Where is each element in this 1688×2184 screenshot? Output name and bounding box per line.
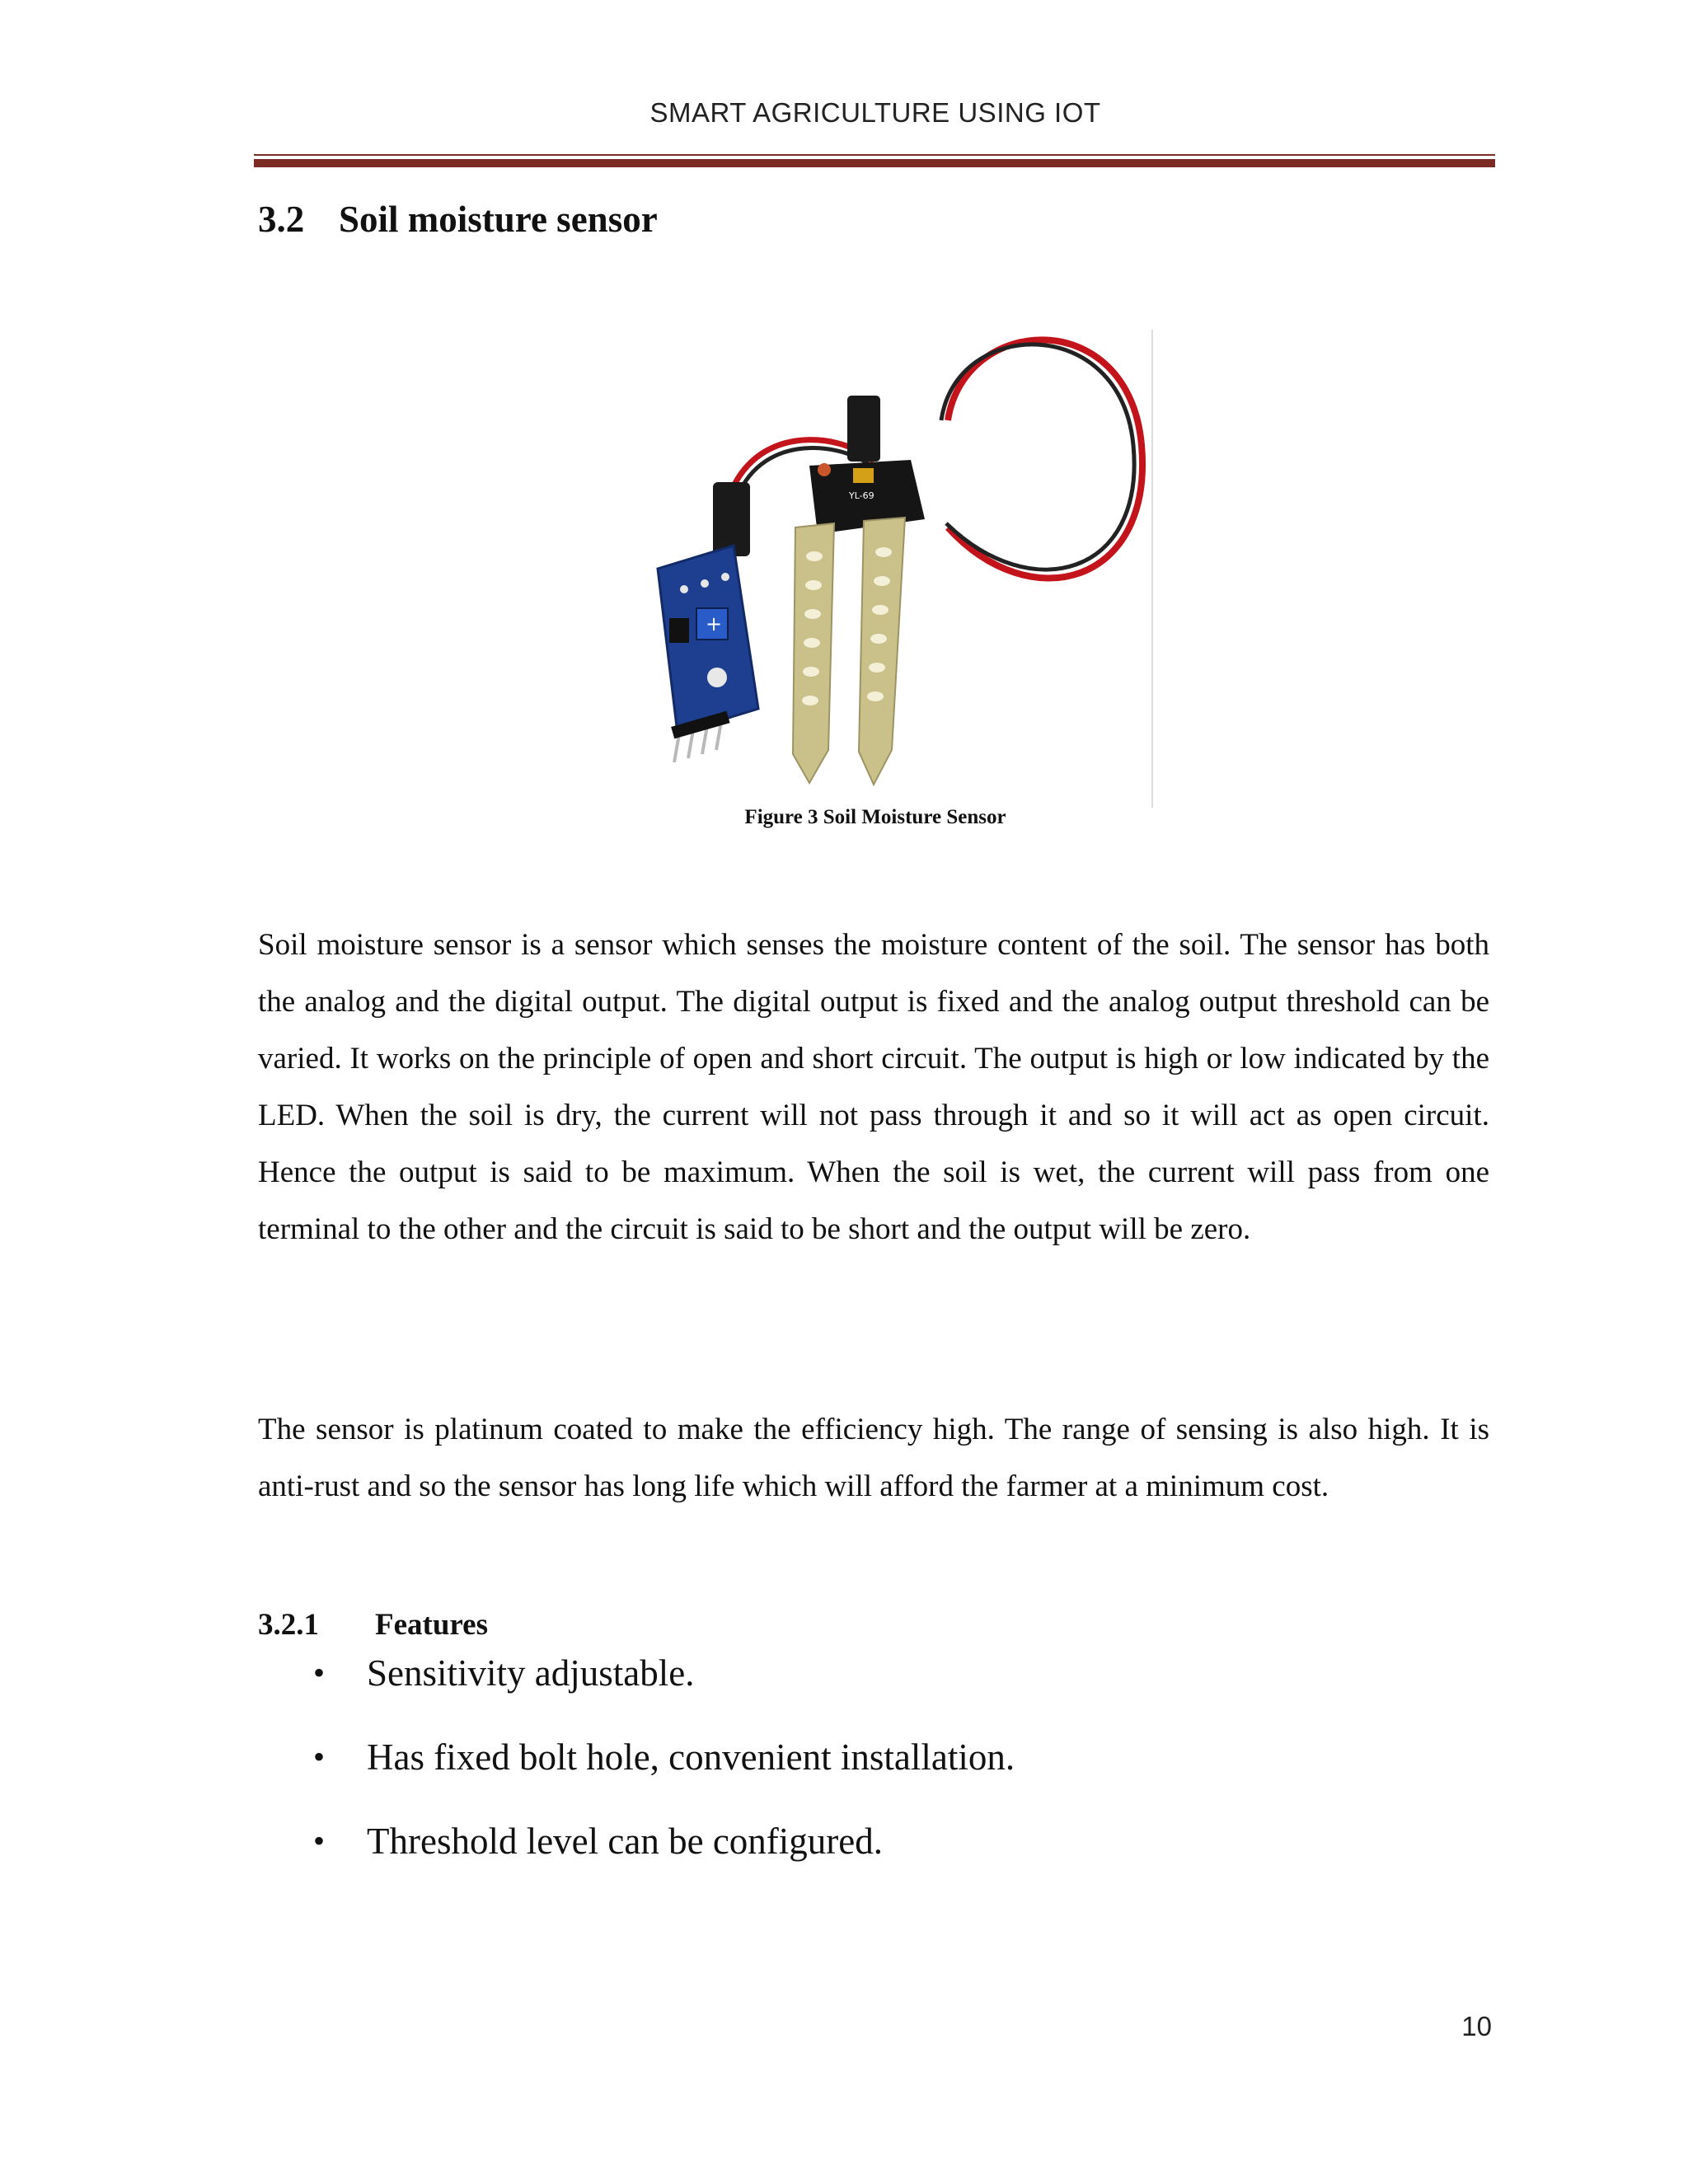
sensor-photo xyxy=(602,321,1154,812)
list-item xyxy=(313,1816,1015,1900)
subsection-title: Features xyxy=(375,1608,488,1642)
figure-caption: Figure 3 Soil Moisture Sensor xyxy=(744,806,1006,828)
running-header: SMART AGRICULTURE USING IOT xyxy=(649,97,1101,128)
feature-text: Threshold level can be configured. xyxy=(367,1821,884,1862)
features-list xyxy=(313,1648,1015,1900)
subsection-heading xyxy=(258,1607,488,1643)
feature-text: Sensitivity adjustable. xyxy=(367,1652,695,1694)
section-heading xyxy=(258,198,658,241)
feature-text: Has fixed bolt hole, convenient installation. xyxy=(367,1736,1015,1778)
body-paragraph-2: The sensor is platinum coated to make the efficiency high. The range of sensing is also high. It is anti-rust and so the sensor has long life which will afford the farmer at a minimum cost. xyxy=(258,1413,1489,1503)
bullet-icon: • xyxy=(313,1822,326,1859)
bullet-icon: • xyxy=(313,1738,326,1775)
subsection-number: 3.2.1 xyxy=(258,1608,319,1642)
header-rule-thin xyxy=(254,154,1495,156)
page-number: 10 xyxy=(1461,2011,1492,2041)
soil-moisture-sensor-figure xyxy=(602,321,1154,812)
section-title: Soil moisture sensor xyxy=(339,199,658,240)
section-number: 3.2 xyxy=(258,199,305,240)
bullet-icon: • xyxy=(313,1654,326,1691)
probe-leg-left xyxy=(793,523,834,783)
svg-text:+: + xyxy=(706,612,723,635)
body-paragraph-1: Soil moisture sensor is a sensor which senses the moisture content of the soil. The sensor has both the analog and the digital output. The digital output is fixed and the analog output threshold can be varied. It works on the principle of open and short circuit. The output is high or low indicated by the LED. When the soil is dry, the current will not pass through it and so it will act as open circuit. Hence the output is said to be maximum. When the soil is wet, the current will pass from one terminal to the other and the circuit is said to be short and the output will be zero. xyxy=(258,928,1489,1246)
list-item xyxy=(313,1648,1015,1732)
header-rule-thick xyxy=(254,159,1495,167)
board-label: YL-69 xyxy=(849,490,874,501)
list-item xyxy=(313,1732,1015,1816)
probe-leg-right xyxy=(859,518,905,785)
